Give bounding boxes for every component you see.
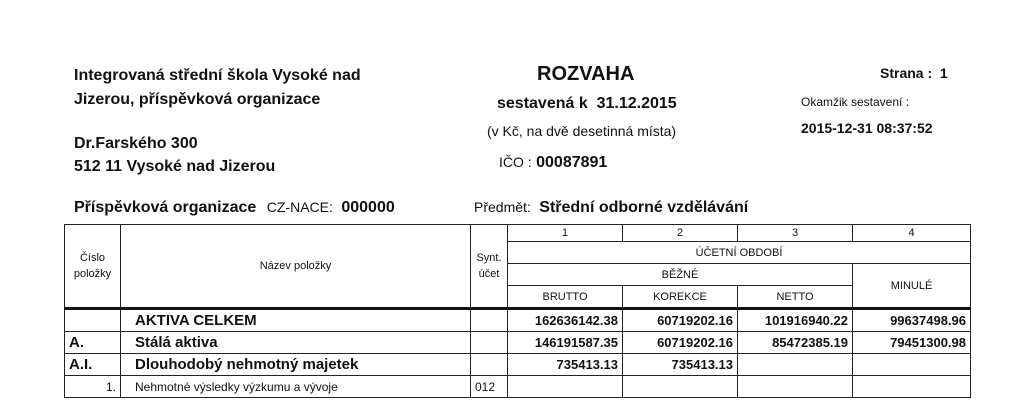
row-minule [853,354,971,376]
col-number-1: 1 [508,225,623,242]
row-synt [471,354,508,376]
header-item-name: Název položky [121,225,471,309]
row-netto: 101916940.22 [738,309,853,332]
moment-value: 2015-12-31 08:37:52 [801,120,933,136]
row-no [65,309,121,332]
row-brutto [508,376,623,398]
column-number-row [65,225,971,242]
col-number-3: 3 [738,225,853,242]
row-name: Dlouhodobý nehmotný majetek [121,354,471,376]
row-korekce: 60719202.16 [623,309,738,332]
page-value: 1 [939,65,948,81]
ico [499,154,607,172]
table-row [65,354,971,376]
row-netto: 85472385.19 [738,332,853,354]
ico-value: 00087891 [536,154,608,171]
row-korekce: 60719202.16 [623,332,738,354]
header-current: BĚŽNÉ [508,264,853,286]
moment-label: Okamžik sestavení : [801,95,910,109]
table-row [65,376,971,398]
compiled-date-value: 31.12.2015 [596,95,677,112]
col-number-4: 4 [853,225,971,242]
row-no: A. [65,332,121,354]
row-brutto: 162636142.38 [508,309,623,332]
ico-label: IČO : [499,154,532,170]
header-item-no: Číslo položky [65,225,121,309]
header-period: ÚČETNÍ OBDOBÍ [508,242,971,264]
compiled-label: sestavená k [497,95,588,112]
row-no: A.I. [65,354,121,376]
row-korekce [623,376,738,398]
header-previous: MINULÉ [853,264,971,309]
table-row [65,332,971,354]
org-city: 512 11 Vysoké nad Jizerou [74,158,276,175]
row-minule: 79451300.98 [853,332,971,354]
page-number [880,65,948,81]
nace-label: CZ-NACE: [266,199,333,215]
compiled-date [497,95,677,113]
row-netto [738,354,853,376]
row-brutto: 146191587.35 [508,332,623,354]
row-netto [738,376,853,398]
subject-value: Střední odborné vzdělávání [539,199,749,216]
units-note: (v Kč, na dvě desetinná místa) [487,123,677,139]
row-minule: 99637498.96 [853,309,971,332]
org-type [74,199,395,217]
subject-label: Předmět: [474,199,531,215]
row-synt: 012 [471,376,508,398]
page-label: Strana : [880,65,933,81]
header-netto: NETTO [738,286,853,309]
document-title: ROZVAHA [537,63,635,85]
header-korekce: KOREKCE [623,286,738,309]
nace-value: 000000 [341,199,395,216]
header-brutto: BRUTTO [508,286,623,309]
org-type-label: Příspěvková organizace [74,199,257,216]
row-name: Stálá aktiva [121,332,471,354]
subject [474,199,748,217]
row-name: Nehmotné výsledky výzkumu a vývoje [121,376,471,398]
row-synt [471,332,508,354]
org-street: Dr.Farského 300 [74,135,198,152]
row-name: AKTIVA CELKEM [121,309,471,332]
org-name-line2: Jizerou, příspěvková organizace [74,91,321,108]
table-row [65,309,971,332]
balance-table [64,224,971,398]
row-korekce: 735413.13 [623,354,738,376]
row-no: 1. [65,376,121,398]
row-synt [471,309,508,332]
row-minule [853,376,971,398]
org-name-line1: Integrovaná střední škola Vysoké nad [74,67,361,84]
col-number-2: 2 [623,225,738,242]
row-brutto: 735413.13 [508,354,623,376]
header-synt: Synt. účet [471,225,508,309]
